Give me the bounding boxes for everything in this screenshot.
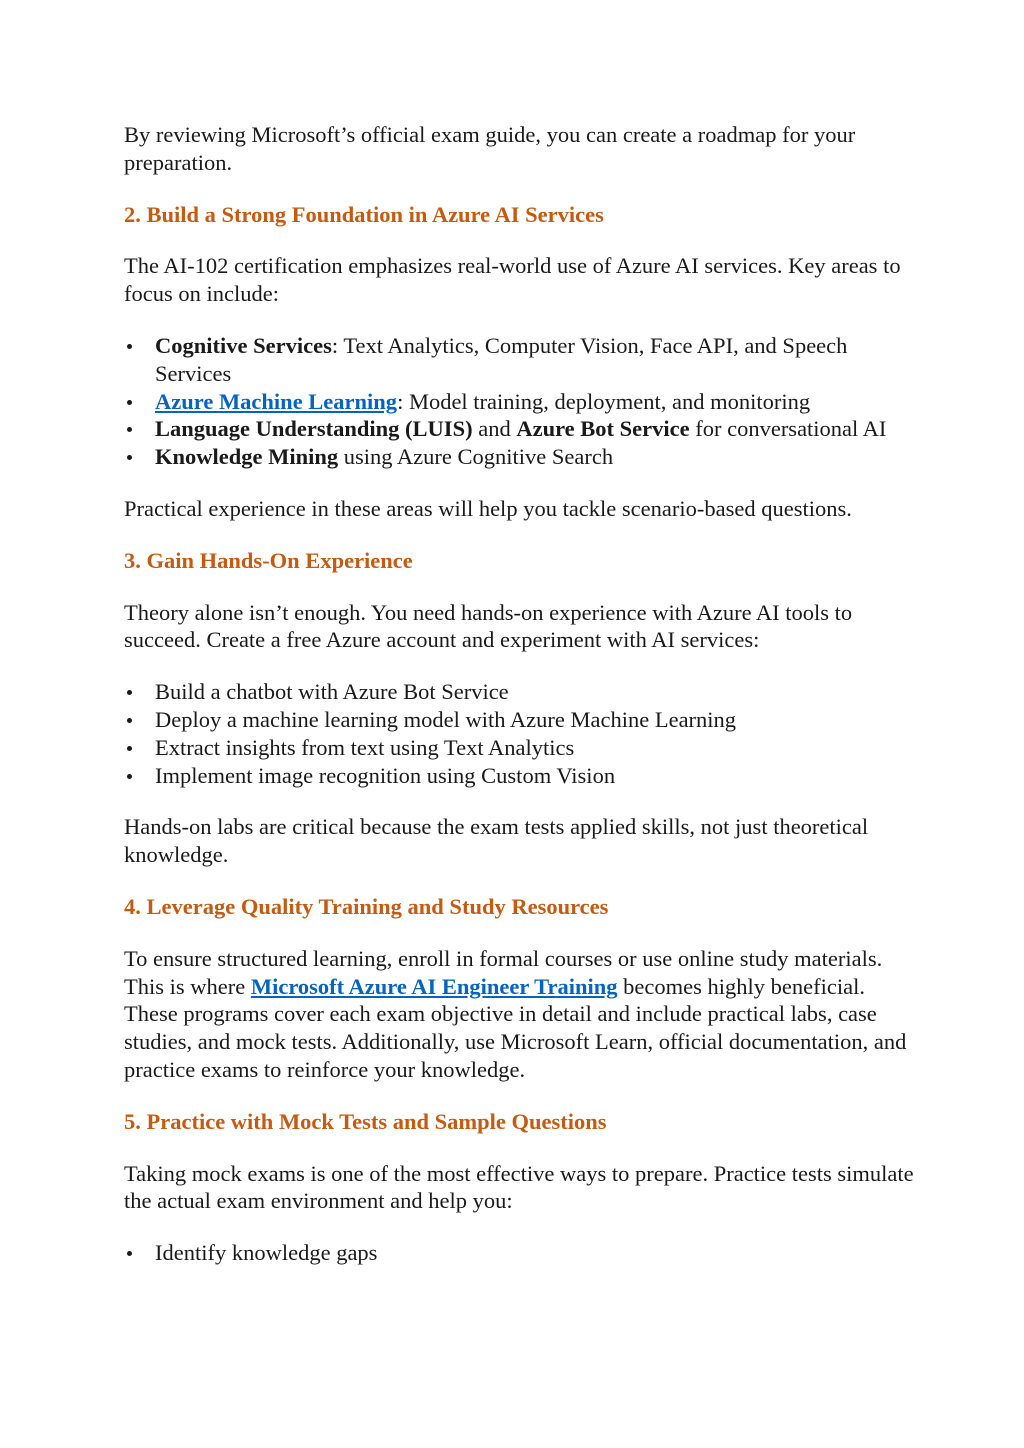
azure-ai-engineer-training-link[interactable]: Microsoft Azure AI Engineer Training [250, 973, 618, 999]
list-item-bold: Azure Bot Service [516, 416, 690, 442]
list-item [124, 332, 914, 388]
list-item: Implement image recognition using Custom Vision [124, 762, 914, 790]
section-3-list [124, 678, 914, 789]
section-2-list [124, 332, 914, 471]
list-item-text: : Text Analytics, Computer Vision, Face API, and Speech Services [155, 332, 848, 386]
list-item [124, 388, 914, 416]
section-5-heading: 5. Practice with Mock Tests and Sample Questions [124, 1108, 607, 1134]
list-item-text: and [472, 416, 517, 442]
section-4-paragraph [124, 945, 914, 1084]
list-item-text: : Model training, deployment, and monitoring [397, 388, 811, 414]
list-item: Build a chatbot with Azure Bot Service [124, 678, 914, 706]
list-item: Extract insights from text using Text Analytics [124, 734, 914, 762]
section-3-outro: Hands-on labs are critical because the exam tests applied skills, not just theoretical knowledge. [124, 814, 869, 868]
section-3-heading: 3. Gain Hands-On Experience [124, 547, 413, 573]
section-2-outro: Practical experience in these areas will help you tackle scenario-based questions. [124, 495, 852, 521]
document-page [124, 121, 914, 1291]
list-item [124, 415, 914, 443]
list-item: Identify knowledge gaps [124, 1239, 914, 1267]
intro-paragraph: By reviewing Microsoft’s official exam guide, you can create a roadmap for your preparation. [124, 122, 856, 175]
section-2-intro: The AI-102 certification emphasizes real-world use of Azure AI services. Key areas to focus on include: [124, 253, 901, 307]
list-item [124, 443, 914, 471]
list-item-text: for conversational AI [689, 416, 887, 442]
paragraph-text: becomes highly beneficial. These programs cover each exam objective in detail and include practical labs, case studies, and mock tests. Additionally, use Microsoft Learn, official documentation, and practice exams to reinforce your knowledge. [124, 973, 907, 1082]
section-4-heading: 4. Leverage Quality Training and Study Resources [124, 893, 609, 919]
list-item-bold: Language Understanding (LUIS) [155, 416, 473, 442]
list-item: Deploy a machine learning model with Azure Machine Learning [124, 706, 914, 734]
section-2-heading: 2. Build a Strong Foundation in Azure AI Services [124, 201, 604, 227]
list-item-bold: Cognitive Services [155, 332, 332, 358]
paragraph-text: To ensure structured learning, enroll in formal courses or use online study materials. This is where [124, 945, 883, 999]
section-3-intro: Theory alone isn’t enough. You need hands-on experience with Azure AI tools to succeed. Create a free Azure account and experiment with AI services: [124, 599, 853, 653]
section-5-intro: Taking mock exams is one of the most effective ways to prepare. Practice tests simulate the actual exam environment and help you: [124, 1160, 914, 1214]
list-item-text: using Azure Cognitive Search [338, 444, 614, 470]
azure-machine-learning-link[interactable]: Azure Machine Learning [155, 388, 398, 414]
section-5-list [124, 1239, 914, 1267]
list-item-bold: Knowledge Mining [155, 444, 339, 470]
